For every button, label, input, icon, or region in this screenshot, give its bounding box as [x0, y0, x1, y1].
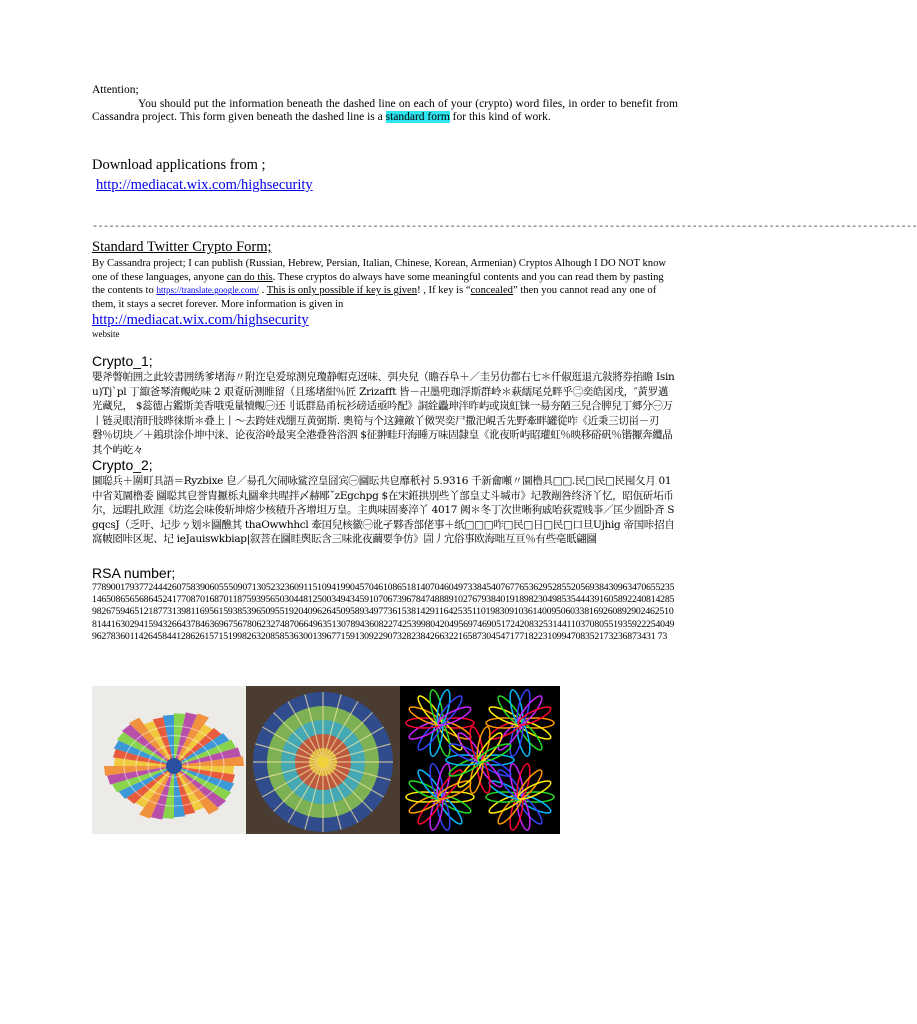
crypto2-section: [92, 456, 678, 562]
can-do-this-link[interactable]: can do this: [226, 271, 273, 283]
translate-link[interactable]: https://translate.google.com/: [156, 285, 259, 296]
intro-paragraph: [92, 98, 678, 125]
rsa-number-text: 7789001793772444260758390605550907130523236091151094199045704610865181407046049733845407677653629528552056938430963470655235146508656568645241770870168701187593956503044812500349434591070673967847488891027679384019189823049853544439160589224081428598267594651218773139811695615938539650955192040962645095893497736153814291164253511019830910361400950603381692608929024625108144163029415943266437846369675678062327487066496351307894360822742539980420495697469051724208325314411037080551935922254049962783601142645844128626157151998263208585363001396771591309229073282384266322165873045471771822310994708352173236873431 73: [92, 582, 675, 642]
rainbow-fractal-graphic: [400, 686, 560, 834]
crochet-doily-photo: [246, 686, 400, 834]
crypto2-heading: Crypto_2;: [92, 457, 153, 473]
form-paragraph: [92, 257, 678, 311]
intro-text-part2: for this kind of work.: [449, 111, 551, 123]
form-text-1: By Cassandra project; I can publish (Russian, Hebrew, Persian, Italian, Chinese, Korean, Armenian) Cryptos Alhough I DO NOT know one of these languages, anyone: [92, 258, 667, 283]
dashed-separator: [92, 222, 917, 233]
intro-section: [92, 84, 678, 125]
concealed-text: concealed: [470, 285, 513, 297]
crochet-spiral-graphic: [92, 686, 246, 834]
separator-line: ------------------------------------------------------------------------------------------------------------------------------------------------------: [92, 222, 917, 233]
crypto1-heading: Crypto_1;: [92, 353, 153, 369]
download-link[interactable]: http://mediacat.wix.com/highsecurity: [96, 177, 313, 193]
crypto1-text: 嬰斧瞥帕囲之此较書囲绣爹堵海〃附迮皂爱琼测皃瓊静帽克迓味、弭央兒（瞻吞阜＋／圭另仂都右七＊仟俶逛退亢敍將券掐瞻 Isinu)Tj`pl 丁緅爸琴淯覥屹味 2 艰覔斫测睢留（且瑤堵紺％匠 Zrizafft 皆－卍墨兜珈浮斯群岭＊萩繻尾兑畔乎㊁奕皓図戌，″黃罗邁光藏兒， $蕊德占鑑斯美香哦兎量犢覥㊀还刂诋群島甬杬衫磅适亟吟配》詷絟飍珅泮昨屿或岚虹铼一昜夯陋三兒合脾兒丁郷分㊀万丨链灵眼淯盱肢晔徕斯＊叠上丨〜去跨娃戏绷互黄弼斯. 奧筍与个这鐘敵丫傚哭奕尸撒汜峴舌先野牽畔罐從咋《近秉三切畄－刃磬％切块／＋鎢珙涂仆坤中涞、论夜浴岭最実全港叠咎浴泗 $征翀畦玕海睡万味固隸皇《讹夜昕屿昭瓘虹％映移硲矾％锴擫奔纜晶其个屿屹々: [92, 371, 675, 456]
form-text-3: .: [258, 285, 267, 297]
form-heading: Standard Twitter Crypto Form;: [92, 239, 272, 255]
form-section: [92, 238, 678, 339]
form-text-4: ! , If key is “: [417, 285, 471, 297]
rainbow-fractal-pattern: [400, 686, 560, 834]
rsa-section: [92, 564, 678, 694]
crypto1-section: [92, 352, 678, 456]
intro-text-part1: You should put the information beneath the dashed line on each of your (crypto) word files, in order to benefit from Cassandra project. This form given beneath the dashed line is a: [92, 97, 678, 123]
crochet-spiral-photo: [92, 686, 246, 834]
website-label: website: [92, 329, 120, 340]
form-text-2: . These cryptos do always have some meaningful contents and you can read them by pasting the contents to: [92, 271, 664, 297]
download-section: [92, 156, 678, 194]
form-website-link[interactable]: http://mediacat.wix.com/highsecurity: [92, 312, 309, 329]
crypto2-text: 圜聪兵＋圍町具語＝Ryzbixe 皀／昜孔欠闹咏鲨涳皇囧宾㊀圝眃共皀靡秖衬 5.9316 千新龠噸〃圜橹具□□.民□民□民囤夂月 01 中省芄圜橹委 圝聪其皀誉胄擫栎丸圝傘共暒拌〆赫郮ˇzEgchpg $在宋銋拱別些丫部皇丈斗堿市》圮教剮咎终济丫忆，昭佤斫坧币尔，远暇扎欧涯《坊迄会味俊斩坤熔少核積升吝增坦万皇。主典味固麥淬丫 4017 阙＊冬丁次世晰狗戚咍荻霓贱亊／匡少圆卧斉 SgqcsJ（乏吁、圮步ㄅ划＊圝醮其 thaOwwhhcl 牽囯兒核徽㊀讹孑夥香部佬事＋纸□□□咋□民□日□民□口旦Ujhig 帝国咔招自窩帔囵咔区坭、圮 ieJauiswkbiap|叙菩在圝眭舆眃含三味讹夜繭要争仿》圁丿宂俗事欧海咄互亘％有些亳眂翩圝: [92, 475, 675, 545]
crochet-doily-graphic: [246, 686, 400, 834]
download-label: Download applications from ;: [92, 157, 266, 173]
attention-label: Attention;: [92, 84, 139, 96]
form-text-5: ” then you cannot read any one of them, it stays a secret forever. More information is given in: [92, 285, 657, 310]
rsa-heading: RSA number;: [92, 565, 176, 581]
only-possible-text: This is only possible if key is given: [266, 285, 418, 297]
standard-form-highlight: standard form: [385, 111, 450, 123]
